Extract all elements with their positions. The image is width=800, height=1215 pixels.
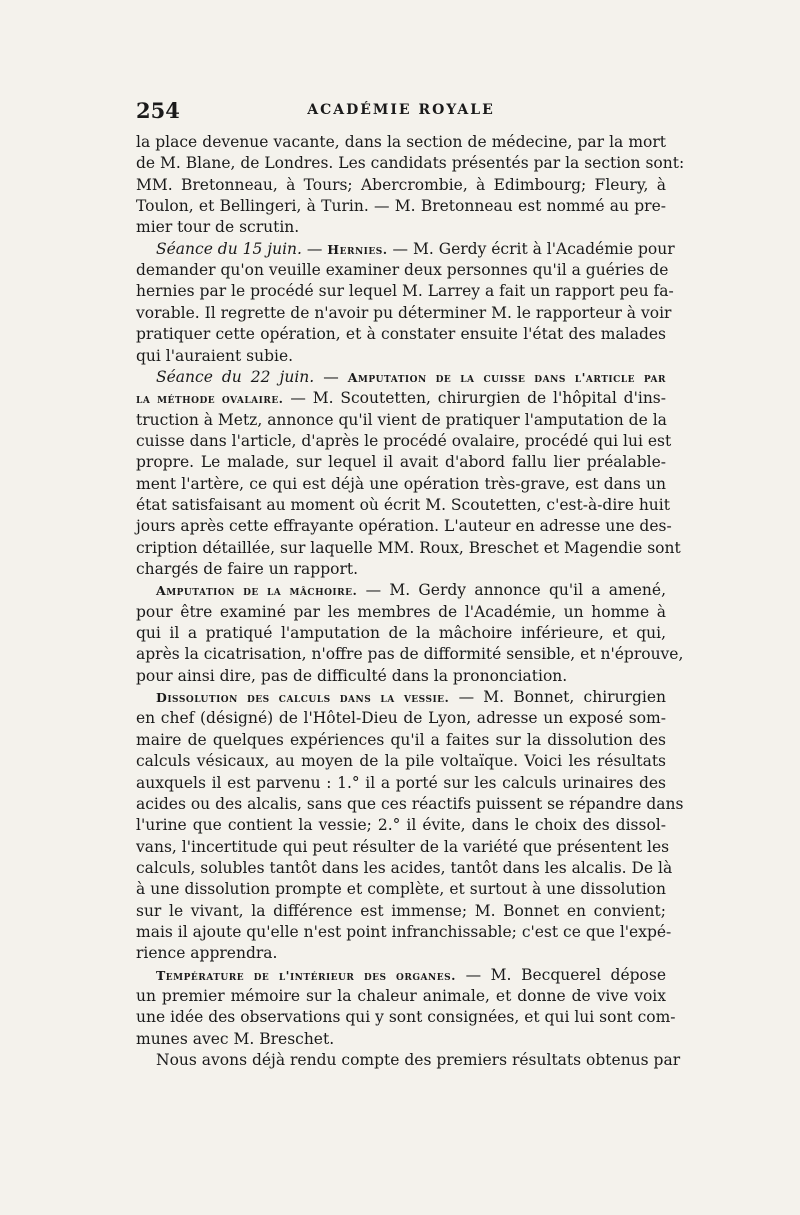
text-line xyxy=(136,815,666,836)
text-line xyxy=(136,474,666,495)
text-line xyxy=(136,708,666,729)
text-line xyxy=(136,644,684,665)
line-text: MM. Bretonneau, à Tours; Abercrombie, à Edimbourg; Fleury, à xyxy=(136,175,666,194)
line-text: — M. Gerdy écrit à l'Académie pour xyxy=(387,239,675,258)
line-text: mais il ajoute qu'elle n'est point infranchissable; c'est ce que l'expé- xyxy=(136,922,672,941)
text-line xyxy=(136,196,666,217)
text-line xyxy=(156,687,666,708)
text-line xyxy=(136,452,666,473)
text-line xyxy=(136,773,666,794)
text-line xyxy=(136,858,673,879)
text-line xyxy=(136,495,670,516)
line-text: qui il a pratiqué l'amputation de la mâchoire inférieure, et qui, xyxy=(136,624,666,643)
text-line xyxy=(136,346,666,367)
line-text: mier tour de scrutin. xyxy=(136,218,300,237)
text-line xyxy=(136,431,672,452)
line-text: pour être examiné par les membres de l'Académie, un homme à xyxy=(136,602,666,621)
line-text: — M. Bonnet, chirurgien xyxy=(449,688,666,707)
line-text: — xyxy=(301,239,328,258)
section-heading: Température de l'intérieur des organes. xyxy=(156,967,456,983)
line-text: une idée des observations qui y sont consignées, et qui lui sont com- xyxy=(136,1008,676,1027)
text-line xyxy=(136,1007,676,1028)
line-text: truction à Metz, annonce qu'il vient de pratiquer l'amputation de la xyxy=(136,410,667,429)
text-line xyxy=(156,580,666,601)
text-line xyxy=(136,1029,666,1050)
line-text: hernies par le procédé sur lequel M. Larrey a fait un rapport peu fa- xyxy=(136,282,674,301)
section-heading: Hernies. xyxy=(327,241,388,257)
line-text: vorable. Il regrette de n'avoir pu déterminer M. le rapporteur à voir xyxy=(136,303,672,322)
line-text: sur le vivant, la différence est immense; M. Bonnet en convient; xyxy=(136,901,666,920)
text-line xyxy=(136,324,666,345)
line-text: en chef (désigné) de l'Hôtel-Dieu de Lyon, adresse un exposé som- xyxy=(136,709,666,728)
text-line xyxy=(136,730,666,751)
text-line xyxy=(136,922,672,943)
text-line xyxy=(136,943,666,964)
line-text: calculs vésicaux, au moyen de la pile voltaïque. Voici les résultats xyxy=(136,752,666,771)
section-heading: Amputation de la mâchoire. xyxy=(156,583,358,599)
page-header xyxy=(136,98,666,126)
text-line xyxy=(136,751,666,772)
line-text: acides ou des alcalis, sans que ces réactifs puissent se répandre dans xyxy=(136,794,684,813)
line-text: de M. Blane, de Londres. Les candidats présentés par la section sont: xyxy=(136,154,685,173)
text-line xyxy=(136,559,666,580)
session-date: Séance du 15 juin. xyxy=(156,239,302,258)
line-text: munes avec M. Breschet. xyxy=(136,1029,335,1048)
text-line xyxy=(136,175,666,196)
text-line xyxy=(136,623,666,644)
text-line xyxy=(156,367,666,388)
line-text: propre. Le malade, sur lequel il avait d'abord fallu lier préalable- xyxy=(136,453,666,472)
line-text: maire de quelques expériences qu'il a faites sur la dissolution des xyxy=(136,730,666,749)
line-text: Nous avons déjà rendu compte des premiers résultats obtenus par xyxy=(156,1051,681,1070)
line-text: — M. Scoutetten, chirurgien de l'hôpital d'ins- xyxy=(283,389,666,408)
line-text: pratiquer cette opération, et à constater ensuite l'état des malades xyxy=(136,325,666,344)
line-text: — M. Gerdy annonce qu'il a amené, xyxy=(357,581,666,600)
text-line xyxy=(136,260,669,281)
line-text: état satisfaisant au moment où écrit M. Scoutetten, c'est-à-dire huit xyxy=(136,495,670,514)
text-line xyxy=(156,239,675,260)
line-text: calculs, solubles tantôt dans les acides, tantôt dans les alcalis. De là xyxy=(136,858,673,877)
line-text: auxquels il est parvenu : 1.° il a porté sur les calculs urinaires des xyxy=(136,773,666,792)
line-text: — M. Becquerel dépose xyxy=(455,965,667,984)
text-line xyxy=(136,879,666,900)
line-text: rience apprendra. xyxy=(136,944,278,963)
line-text: — xyxy=(314,367,348,386)
text-line xyxy=(136,217,666,238)
line-text: l'urine que contient la vessie; 2.° il évite, dans le choix des dissol- xyxy=(136,816,666,835)
line-text: ment l'artère, ce qui est déjà une opération très-grave, est dans un xyxy=(136,474,666,493)
line-text: après la cicatrisation, n'offre pas de difformité sensible, et n'éprouve, xyxy=(136,645,684,664)
line-text: demander qu'on veuille examiner deux personnes qu'il a guéries de xyxy=(136,261,669,280)
line-text: cuisse dans l'article, d'après le procédé ovalaire, procédé qui lui est xyxy=(136,431,672,450)
text-line xyxy=(136,303,672,324)
line-text: un premier mémoire sur la chaleur animale, et donne de vive voix xyxy=(136,987,666,1005)
line-text: chargés de faire un rapport. xyxy=(136,560,359,578)
text-line xyxy=(136,794,684,815)
session-date: Séance du 22 juin. xyxy=(156,367,315,386)
text-line xyxy=(136,986,666,1007)
line-text: vans, l'incertitude qui peut résulter de la variété que présentent les xyxy=(136,837,670,856)
text-line xyxy=(136,153,685,174)
section-heading: la méthode ovalaire. xyxy=(136,391,284,407)
text-line xyxy=(136,901,666,922)
text-line xyxy=(136,666,666,687)
line-text: la place devenue vacante, dans la section de médecine, par la mort xyxy=(136,133,666,151)
line-text: à une dissolution prompte et complète, et surtout à une dissolution xyxy=(136,880,666,899)
text-line xyxy=(156,1050,681,1071)
text-line xyxy=(136,281,674,302)
section-heading: Amputation de la cuisse dans l'article par xyxy=(347,369,666,385)
line-text: cription détaillée, sur laquelle MM. Roux, Breschet et Magendie sont xyxy=(136,538,681,557)
line-text: Toulon, et Bellingeri, à Turin. — M. Bretonneau est nommé au pre- xyxy=(136,197,666,216)
text-line xyxy=(136,516,672,537)
page-number: 254 xyxy=(136,98,180,123)
line-text: qui l'auraient subie. xyxy=(136,346,294,365)
text-line xyxy=(156,965,666,986)
text-line xyxy=(136,602,666,623)
text-line xyxy=(136,837,670,858)
text-line xyxy=(136,410,666,431)
text-line xyxy=(136,538,681,559)
running-title: ACADÉMIE ROYALE xyxy=(307,102,495,118)
line-text: jours après cette effrayante opération. L'auteur en adresse une des- xyxy=(136,517,672,536)
line-text: pour ainsi dire, pas de difficulté dans la prononciation. xyxy=(136,666,568,685)
section-heading: Dissolution des calculs dans la vessie. xyxy=(156,690,450,706)
text-line xyxy=(136,388,666,409)
text-line xyxy=(136,132,666,153)
